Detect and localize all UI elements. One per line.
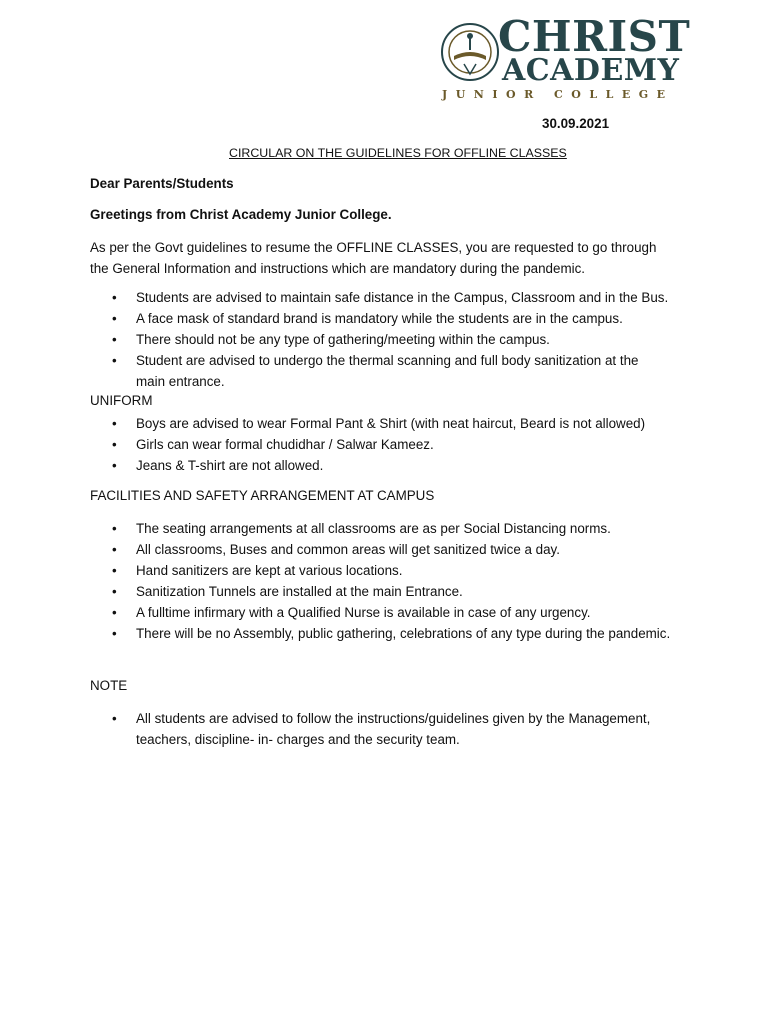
list-item: • Girls can wear formal chudidhar / Salwar Kameez.	[90, 434, 690, 455]
intro-paragraph	[90, 237, 690, 279]
intro-line: As per the Govt guidelines to resume the OFFLINE CLASSES, you are requested to go through	[90, 240, 657, 255]
greeting: Greetings from Christ Academy Junior College.	[90, 207, 392, 222]
list-item: • Jeans & T-shirt are not allowed.	[90, 455, 690, 476]
logo-text-christ: CHRIST	[498, 12, 691, 61]
list-item: • Hand sanitizers are kept at various locations.	[90, 560, 690, 581]
note-list	[90, 708, 690, 750]
list-item: • All classrooms, Buses and common areas will get sanitized twice a day.	[90, 539, 690, 560]
circular-title: CIRCULAR ON THE GUIDELINES FOR OFFLINE CLASSES	[229, 146, 567, 160]
facilities-heading: FACILITIES AND SAFETY ARRANGEMENT AT CAMPUS	[90, 488, 435, 503]
list-item: • Boys are advised to wear Formal Pant & Shirt (with neat haircut, Beard is not allowed)	[90, 413, 690, 434]
facilities-list	[90, 518, 690, 644]
uniform-heading: UNIFORM	[90, 393, 153, 408]
logo-text-junior-college: JUNIOR COLLEGE	[442, 88, 674, 101]
list-item: • Sanitization Tunnels are installed at the main Entrance.	[90, 581, 690, 602]
list-item: • The seating arrangements at all classrooms are as per Social Distancing norms.	[90, 518, 690, 539]
list-item: • There will be no Assembly, public gathering, celebrations of any type during the pandemic.	[90, 623, 676, 644]
intro-line: the General Information and instructions which are mandatory during the pandemic.	[90, 261, 585, 276]
circular-date: 30.09.2021	[542, 116, 610, 131]
general-guidelines-list	[90, 287, 690, 392]
college-seal-icon	[440, 20, 500, 84]
list-item: • Student are advised to undergo the thermal scanning and full body sanitization at the main entrance.	[90, 350, 666, 392]
salutation: Dear Parents/Students	[90, 176, 234, 191]
note-heading: NOTE	[90, 678, 128, 693]
list-item: • A fulltime infirmary with a Qualified Nurse is available in case of any urgency.	[90, 602, 690, 623]
uniform-list	[90, 413, 690, 476]
list-item: • All students are advised to follow the instructions/guidelines given by the Management, teachers, discipline- in- charges and the security team.	[90, 708, 696, 750]
logo-text-academy: ACADEMY	[502, 53, 680, 88]
list-item: • There should not be any type of gathering/meeting within the campus.	[90, 329, 690, 350]
list-item: • Students are advised to maintain safe distance in the Campus, Classroom and in the Bus.	[90, 287, 690, 308]
list-item: • A face mask of standard brand is mandatory while the students are in the campus.	[90, 308, 690, 329]
college-logo	[438, 12, 691, 104]
